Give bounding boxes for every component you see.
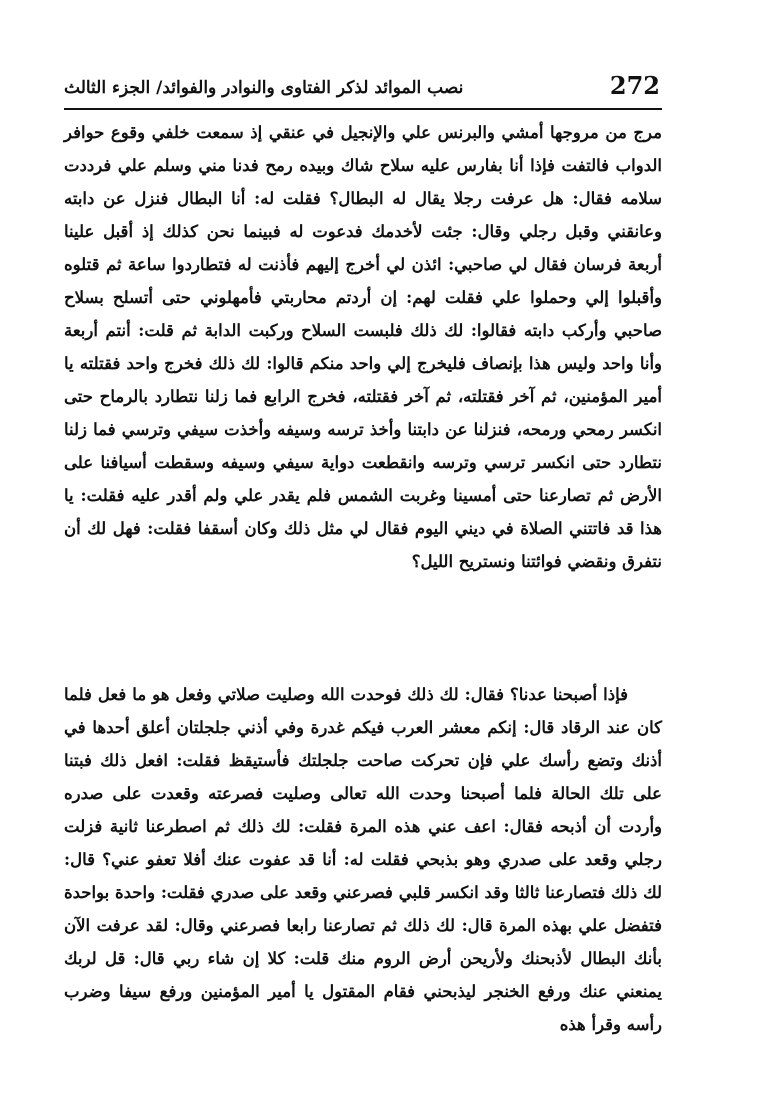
page-header bbox=[64, 66, 662, 106]
running-title: نصب الموائد لذكر الفتاوى والنوادر والفوائد/ الجزء الثالث bbox=[64, 78, 464, 98]
paragraph-2: فإذا أصبحنا عدنا؟ فقال: لك ذلك فوحدت الله وصليت صلاتي وفعل هو ما فعل فلما كان عند الرقاد قال: إنكم معشر العرب فيكم غدرة وفي أذني جلجلتان أعلق أحدها في أذنك وتضع رأسك علي فإن تحركت صاحت جلجلتك فأستيقظ فقلت: افعل ذلك فبتنا على تلك الحالة فلما أصبحنا وحدت الله تعالى وصليت فصرعته وقعدت على صدره وأردت أن أذبحه فقال: اعف عني هذه المرة فقلت: لك ذلك ثم اصطرعنا ثانية فزلت رجلي وقعد على صدري وهو بذبحي فقلت له: أنا قد عفوت عنك أفلا تعفو عني؟ قال: لك ذلك فتصارعنا ثالثا وقد انكسر قلبي فصرعني وقعد على صدري فقلت: واحدة بواحدة فتفضل علي بهذه المرة قال: لك ذلك ثم تصارعنا رابعا فصرعني وقال: لقد عرفت الآن بأنك البطال لأذبحنك ولأريحن أرض الروم منك قلت: كلا إن شاء ربي قال: قل لربك يمنعني عنك ورفع الخنجر ليذبحني فقام المقتول يا أمير المؤمنين ورفع سيفا وضرب رأسه وقرأ هذه bbox=[64, 685, 662, 1034]
header-divider bbox=[64, 108, 662, 110]
page-number: 272 bbox=[609, 71, 660, 100]
paragraph-1: مرج من مروجها أمشي والبرنس علي والإنجيل في عنقي إذ سمعت خلفي وقوع حوافر الدواب فالتفت فإذا أنا بفارس عليه سلاح شاك وبيده رمح فدنا مني وسلم علي فرددت سلامه فقال: هل عرفت رجلا يقال له البطال؟ فقلت له: أنا البطال فنزل عن دابته وعانقني وقبل رجلي وقال: جئت لأخدمك فدعوت له فبينما نحن كذلك إذ أقبل علينا أربعة فرسان فقال لي صاحبي: ائذن لي أخرج إليهم فأذنت له فتطاردوا ساعة ثم قتلوه وأقبلوا إلي وحملوا علي فقلت لهم: إن أردتم محاربتي فأمهلوني حتى أتسلح بسلاح صاحبي وأركب دابته فقالوا: لك ذلك فلبست السلاح وركبت الدابة ثم قلت: أنتم أربعة وأنا واحد وليس هذا بإنصاف فليخرج إلي واحد منكم قالوا: لك ذلك فخرج واحد فقتلته يا أمير المؤمنين، ثم آخر فقتلته، ثم آخر فقتلته، فخرج الرابع فما زلنا نتطارد بالرماح حتى انكسر رمحي ورمحه، فنزلنا عن دابتنا وأخذ ترسه وسيفه وأخذت سيفي وترسي فما زلنا نتطارد حتى انكسر ترسي وترسه وانقطعت دواية سيفي وسيفه وسقطت أسيافنا على الأرض ثم تصارعنا حتى أمسينا وغربت الشمس فلم يقدر علي ولم أقدر عليه فقلت: يا هذا قد فاتتني الصلاة في ديني اليوم فقال لي مثل ذلك وكان أسقفا فقلت: فهل لك أن نتفرق ونقضي فوائتنا ونستريح الليل؟ bbox=[64, 123, 662, 571]
